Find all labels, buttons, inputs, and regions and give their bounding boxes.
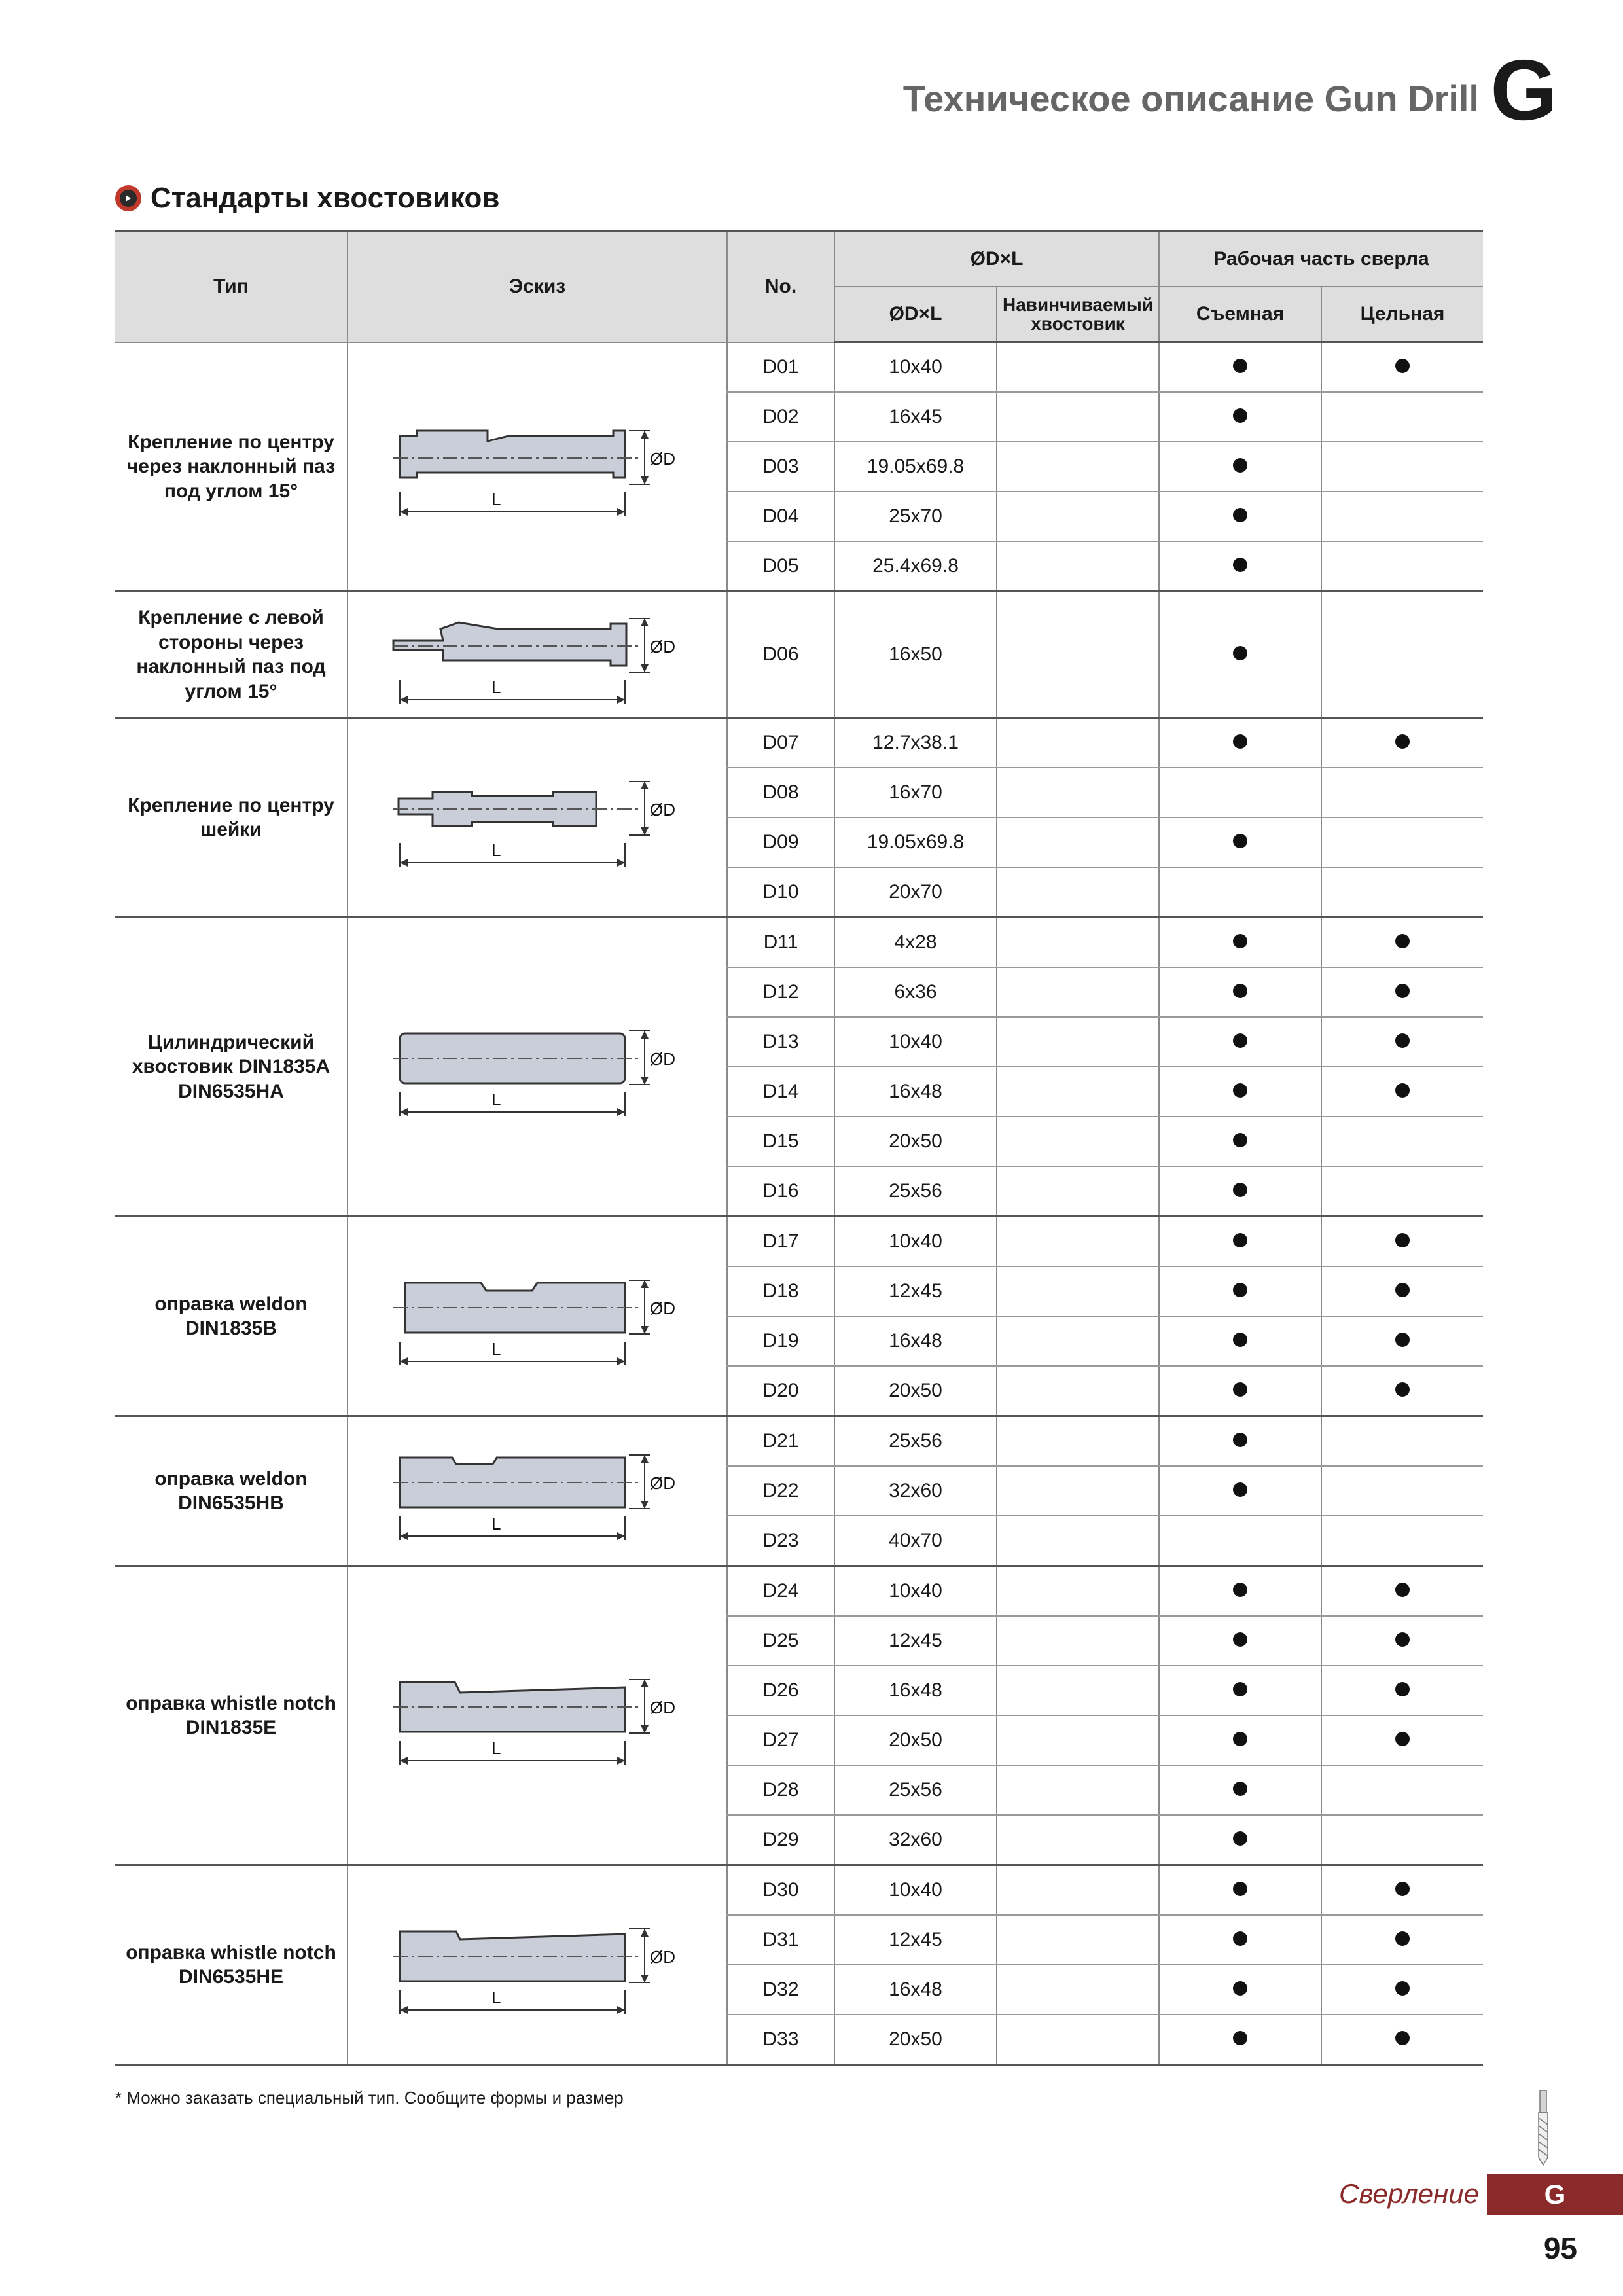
threaded-cell (997, 1516, 1159, 1566)
dxl-cell: 12.7x38.1 (834, 718, 997, 768)
length-label: L (491, 1738, 501, 1758)
footnote: * Можно заказать специальный тип. Сообщите формы и размер (115, 2088, 624, 2108)
availability-dot (1233, 1083, 1247, 1098)
solid-cell (1321, 1466, 1483, 1516)
dxl-cell: 12x45 (834, 1616, 997, 1666)
diameter-label: ØD (650, 1947, 675, 1967)
availability-dot (1233, 834, 1247, 848)
availability-dot (1395, 1583, 1410, 1597)
threaded-cell (997, 1965, 1159, 2015)
availability-dot (1233, 1433, 1247, 1447)
threaded-cell (997, 592, 1159, 718)
availability-dot (1233, 734, 1247, 749)
header-removable: Съемная (1159, 287, 1321, 342)
availability-dot (1395, 1682, 1410, 1696)
shank-no-cell: D04 (727, 492, 834, 541)
shank-type-cell: оправка weldon DIN6535HB (115, 1416, 348, 1566)
threaded-cell (997, 1416, 1159, 1467)
removable-cell (1159, 592, 1321, 718)
threaded-cell (997, 1316, 1159, 1366)
table-row (115, 1566, 1483, 1617)
table-row (115, 342, 1483, 393)
threaded-cell (997, 1865, 1159, 1916)
shank-no-cell: D28 (727, 1765, 834, 1815)
availability-dot (1395, 1333, 1410, 1347)
availability-dot (1395, 1033, 1410, 1048)
removable-cell (1159, 1316, 1321, 1366)
shank-no-cell: D03 (727, 442, 834, 492)
length-label: L (491, 677, 501, 697)
solid-cell (1321, 1815, 1483, 1865)
shank-type-cell: Крепление по центру шейки (115, 718, 348, 918)
removable-cell (1159, 1965, 1321, 2015)
removable-cell (1159, 1516, 1321, 1566)
diameter-label: ØD (650, 1473, 675, 1493)
dxl-cell: 20x70 (834, 867, 997, 918)
availability-dot (1233, 984, 1247, 998)
availability-dot (1395, 359, 1410, 373)
threaded-cell (997, 967, 1159, 1017)
availability-dot (1233, 1333, 1247, 1347)
removable-cell (1159, 392, 1321, 442)
shank-no-cell: D01 (727, 342, 834, 393)
shank-no-cell: D27 (727, 1715, 834, 1765)
shank-sketch-cell (348, 918, 727, 1217)
diameter-label: ØD (650, 637, 675, 656)
threaded-cell (997, 1466, 1159, 1516)
removable-cell (1159, 1666, 1321, 1715)
removable-cell (1159, 1915, 1321, 1965)
shank-sketch-drawing (374, 1005, 701, 1129)
header-no: No. (727, 232, 834, 342)
availability-dot (1233, 1583, 1247, 1597)
availability-dot (1233, 1632, 1247, 1647)
dxl-cell: 10x40 (834, 1566, 997, 1617)
availability-dot (1233, 1981, 1247, 1996)
dxl-cell: 25x56 (834, 1166, 997, 1217)
shank-sketch-cell (348, 592, 727, 718)
dxl-cell: 25x70 (834, 492, 997, 541)
removable-cell (1159, 1715, 1321, 1765)
shank-sketch-drawing (374, 1254, 701, 1378)
solid-cell (1321, 918, 1483, 968)
threaded-cell (997, 867, 1159, 918)
removable-cell (1159, 541, 1321, 592)
removable-cell (1159, 817, 1321, 867)
removable-cell (1159, 492, 1321, 541)
solid-cell (1321, 492, 1483, 541)
removable-cell (1159, 442, 1321, 492)
dxl-cell: 16x48 (834, 1666, 997, 1715)
availability-dot (1233, 359, 1247, 373)
solid-cell (1321, 817, 1483, 867)
solid-cell (1321, 1915, 1483, 1965)
threaded-cell (997, 1915, 1159, 1965)
removable-cell (1159, 1865, 1321, 1916)
footer-chapter-tab: G (1487, 2174, 1623, 2215)
dxl-cell: 20x50 (834, 1715, 997, 1765)
solid-cell (1321, 1017, 1483, 1067)
shank-no-cell: D24 (727, 1566, 834, 1617)
shank-sketch-drawing (374, 1653, 701, 1778)
shank-standards-table (115, 230, 1483, 2066)
table-body (115, 342, 1483, 2065)
solid-cell (1321, 1616, 1483, 1666)
table-row (115, 1865, 1483, 1916)
threaded-cell (997, 1067, 1159, 1117)
dxl-cell: 16x70 (834, 768, 997, 817)
length-label: L (491, 1988, 501, 2007)
length-label: L (491, 1514, 501, 1534)
threaded-cell (997, 2015, 1159, 2065)
availability-dot (1233, 1283, 1247, 1297)
length-label: L (491, 489, 501, 509)
shank-no-cell: D30 (727, 1865, 834, 1916)
removable-cell (1159, 1166, 1321, 1217)
dxl-cell: 19.05x69.8 (834, 817, 997, 867)
shank-no-cell: D15 (727, 1117, 834, 1166)
diameter-label: ØD (650, 1698, 675, 1717)
availability-dot (1395, 1931, 1410, 1946)
shank-sketch-cell (348, 1416, 727, 1566)
availability-dot (1233, 1831, 1247, 1846)
availability-dot (1233, 1033, 1247, 1048)
header-solid: Цельная (1321, 287, 1483, 342)
solid-cell (1321, 442, 1483, 492)
shank-no-cell: D11 (727, 918, 834, 968)
solid-cell (1321, 768, 1483, 817)
availability-dot (1395, 1981, 1410, 1996)
shank-no-cell: D19 (727, 1316, 834, 1366)
dxl-cell: 40x70 (834, 1516, 997, 1566)
shank-no-cell: D17 (727, 1217, 834, 1267)
page-number: 95 (1543, 2231, 1577, 2265)
availability-dot (1233, 1682, 1247, 1696)
shank-type-cell: Крепление по центру через наклонный паз под углом 15° (115, 342, 348, 592)
dxl-cell: 32x60 (834, 1815, 997, 1865)
length-label: L (491, 840, 501, 860)
solid-cell (1321, 592, 1483, 718)
solid-cell (1321, 2015, 1483, 2065)
shank-type-cell: оправка whistle notch DIN1835E (115, 1566, 348, 1865)
dxl-cell: 6x36 (834, 967, 997, 1017)
removable-cell (1159, 1416, 1321, 1467)
removable-cell (1159, 718, 1321, 768)
shank-sketch-drawing (374, 592, 701, 717)
threaded-cell (997, 718, 1159, 768)
threaded-cell (997, 541, 1159, 592)
removable-cell (1159, 1017, 1321, 1067)
arrow-bullet-icon (115, 185, 141, 211)
availability-dot (1395, 1083, 1410, 1098)
solid-cell (1321, 1566, 1483, 1617)
removable-cell (1159, 918, 1321, 968)
shank-no-cell: D08 (727, 768, 834, 817)
threaded-cell (997, 392, 1159, 442)
solid-cell (1321, 1316, 1483, 1366)
diameter-label: ØD (650, 448, 675, 469)
header-work-group: Рабочая часть сверла (1159, 232, 1483, 287)
table-row (115, 1217, 1483, 1267)
shank-no-cell: D16 (727, 1166, 834, 1217)
table-row (115, 718, 1483, 768)
availability-dot (1395, 734, 1410, 749)
shank-no-cell: D26 (727, 1666, 834, 1715)
shank-no-cell: D13 (727, 1017, 834, 1067)
diameter-label: ØD (650, 1049, 675, 1069)
solid-cell (1321, 1266, 1483, 1316)
section-title: Стандарты хвостовиков (151, 182, 500, 214)
shank-no-cell: D31 (727, 1915, 834, 1965)
availability-dot (1395, 1283, 1410, 1297)
shank-sketch-cell (348, 1217, 727, 1416)
solid-cell (1321, 1217, 1483, 1267)
solid-cell (1321, 1366, 1483, 1416)
shank-type-cell: Цилиндрический хвостовик DIN1835A DIN6535HA (115, 918, 348, 1217)
threaded-cell (997, 1765, 1159, 1815)
threaded-cell (997, 1566, 1159, 1617)
footer-section-label: Сверление (1339, 2178, 1479, 2209)
threaded-cell (997, 1266, 1159, 1316)
threaded-cell (997, 1117, 1159, 1166)
shank-no-cell: D33 (727, 2015, 834, 2065)
availability-dot (1233, 1233, 1247, 1247)
solid-cell (1321, 718, 1483, 768)
threaded-cell (997, 342, 1159, 393)
dxl-cell: 25x56 (834, 1416, 997, 1467)
removable-cell (1159, 768, 1321, 817)
solid-cell (1321, 1067, 1483, 1117)
shank-sketch-drawing (374, 404, 701, 529)
dxl-cell: 12x45 (834, 1915, 997, 1965)
availability-dot (1233, 1482, 1247, 1497)
availability-dot (1395, 984, 1410, 998)
threaded-cell (997, 817, 1159, 867)
dxl-cell: 32x60 (834, 1466, 997, 1516)
threaded-cell (997, 1715, 1159, 1765)
shank-sketch-cell (348, 342, 727, 592)
solid-cell (1321, 342, 1483, 393)
threaded-cell (997, 918, 1159, 968)
removable-cell (1159, 1266, 1321, 1316)
removable-cell (1159, 1815, 1321, 1865)
dxl-cell: 10x40 (834, 1217, 997, 1267)
threaded-cell (997, 1616, 1159, 1666)
length-label: L (491, 1339, 501, 1359)
shank-sketch-drawing (374, 1429, 701, 1553)
solid-cell (1321, 1865, 1483, 1916)
dxl-cell: 25x56 (834, 1765, 997, 1815)
section-heading (115, 182, 499, 215)
solid-cell (1321, 1166, 1483, 1217)
availability-dot (1233, 558, 1247, 572)
header-dxl-group: ØD×L (834, 232, 1159, 287)
dxl-cell: 20x50 (834, 2015, 997, 2065)
availability-dot (1233, 1732, 1247, 1746)
header-dxl: ØD×L (834, 287, 997, 342)
availability-dot (1395, 1382, 1410, 1397)
threaded-cell (997, 1166, 1159, 1217)
header-sketch: Эскиз (348, 232, 727, 342)
shank-sketch-cell (348, 1865, 727, 2065)
shank-no-cell: D02 (727, 392, 834, 442)
threaded-cell (997, 1366, 1159, 1416)
drill-bit-icon (1531, 2088, 1555, 2166)
solid-cell (1321, 392, 1483, 442)
length-label: L (491, 1090, 501, 1109)
availability-dot (1233, 1382, 1247, 1397)
removable-cell (1159, 867, 1321, 918)
shank-no-cell: D09 (727, 817, 834, 867)
dxl-cell: 20x50 (834, 1117, 997, 1166)
table-row (115, 918, 1483, 968)
dxl-cell: 16x48 (834, 1965, 997, 2015)
dxl-cell: 16x45 (834, 392, 997, 442)
dxl-cell: 25.4x69.8 (834, 541, 997, 592)
removable-cell (1159, 1566, 1321, 1617)
dxl-cell: 16x48 (834, 1067, 997, 1117)
solid-cell (1321, 967, 1483, 1017)
shank-no-cell: D07 (727, 718, 834, 768)
shank-no-cell: D29 (727, 1815, 834, 1865)
shank-sketch-cell (348, 1566, 727, 1865)
dxl-cell: 16x50 (834, 592, 997, 718)
threaded-cell (997, 768, 1159, 817)
shank-no-cell: D14 (727, 1067, 834, 1117)
shank-no-cell: D32 (727, 1965, 834, 2015)
availability-dot (1233, 1782, 1247, 1796)
shank-no-cell: D22 (727, 1466, 834, 1516)
removable-cell (1159, 1466, 1321, 1516)
availability-dot (1395, 1632, 1410, 1647)
removable-cell (1159, 2015, 1321, 2065)
threaded-cell (997, 1815, 1159, 1865)
solid-cell (1321, 1715, 1483, 1765)
availability-dot (1233, 1882, 1247, 1896)
removable-cell (1159, 342, 1321, 393)
solid-cell (1321, 541, 1483, 592)
dxl-cell: 16x48 (834, 1316, 997, 1366)
availability-dot (1395, 2031, 1410, 2045)
dxl-cell: 20x50 (834, 1366, 997, 1416)
dxl-cell: 12x45 (834, 1266, 997, 1316)
threaded-cell (997, 1666, 1159, 1715)
dxl-cell: 10x40 (834, 1865, 997, 1916)
availability-dot (1233, 1931, 1247, 1946)
availability-dot (1395, 934, 1410, 948)
header-threaded: Навинчиваемый хвостовик (997, 287, 1159, 342)
availability-dot (1233, 2031, 1247, 2045)
dxl-cell: 19.05x69.8 (834, 442, 997, 492)
diameter-label: ØD (650, 800, 675, 819)
removable-cell (1159, 1616, 1321, 1666)
solid-cell (1321, 1666, 1483, 1715)
removable-cell (1159, 967, 1321, 1017)
dxl-cell: 4x28 (834, 918, 997, 968)
availability-dot (1233, 508, 1247, 522)
solid-cell (1321, 1117, 1483, 1166)
dxl-cell: 10x40 (834, 1017, 997, 1067)
shank-no-cell: D10 (727, 867, 834, 918)
page-header-title: Техническое описание Gun Drill (902, 78, 1479, 119)
diameter-label: ØD (650, 1299, 675, 1318)
removable-cell (1159, 1765, 1321, 1815)
solid-cell (1321, 1516, 1483, 1566)
dxl-cell: 10x40 (834, 342, 997, 393)
availability-dot (1233, 1133, 1247, 1147)
shank-no-cell: D25 (727, 1616, 834, 1666)
table-row (115, 592, 1483, 718)
shank-sketch-drawing (374, 755, 701, 880)
availability-dot (1395, 1882, 1410, 1896)
shank-no-cell: D21 (727, 1416, 834, 1467)
shank-no-cell: D20 (727, 1366, 834, 1416)
table-row (115, 1416, 1483, 1467)
shank-no-cell: D05 (727, 541, 834, 592)
solid-cell (1321, 867, 1483, 918)
solid-cell (1321, 1416, 1483, 1467)
shank-no-cell: D18 (727, 1266, 834, 1316)
removable-cell (1159, 1366, 1321, 1416)
removable-cell (1159, 1117, 1321, 1166)
availability-dot (1233, 934, 1247, 948)
removable-cell (1159, 1067, 1321, 1117)
shank-no-cell: D23 (727, 1516, 834, 1566)
availability-dot (1233, 458, 1247, 473)
shank-sketch-cell (348, 718, 727, 918)
threaded-cell (997, 1017, 1159, 1067)
availability-dot (1395, 1233, 1410, 1247)
threaded-cell (997, 1217, 1159, 1267)
chapter-letter: G (1490, 42, 1558, 138)
shank-type-cell: оправка weldon DIN1835B (115, 1217, 348, 1416)
shank-type-cell: Крепление с левой стороны через наклонный паз под углом 15° (115, 592, 348, 718)
solid-cell (1321, 1765, 1483, 1815)
header-type: Тип (115, 232, 348, 342)
shank-no-cell: D12 (727, 967, 834, 1017)
availability-dot (1233, 1183, 1247, 1197)
solid-cell (1321, 1965, 1483, 2015)
shank-sketch-drawing (374, 1903, 701, 2027)
removable-cell (1159, 1217, 1321, 1267)
availability-dot (1395, 1732, 1410, 1746)
availability-dot (1233, 646, 1247, 660)
threaded-cell (997, 492, 1159, 541)
shank-no-cell: D06 (727, 592, 834, 718)
shank-type-cell: оправка whistle notch DIN6535HE (115, 1865, 348, 2065)
threaded-cell (997, 442, 1159, 492)
availability-dot (1233, 408, 1247, 423)
